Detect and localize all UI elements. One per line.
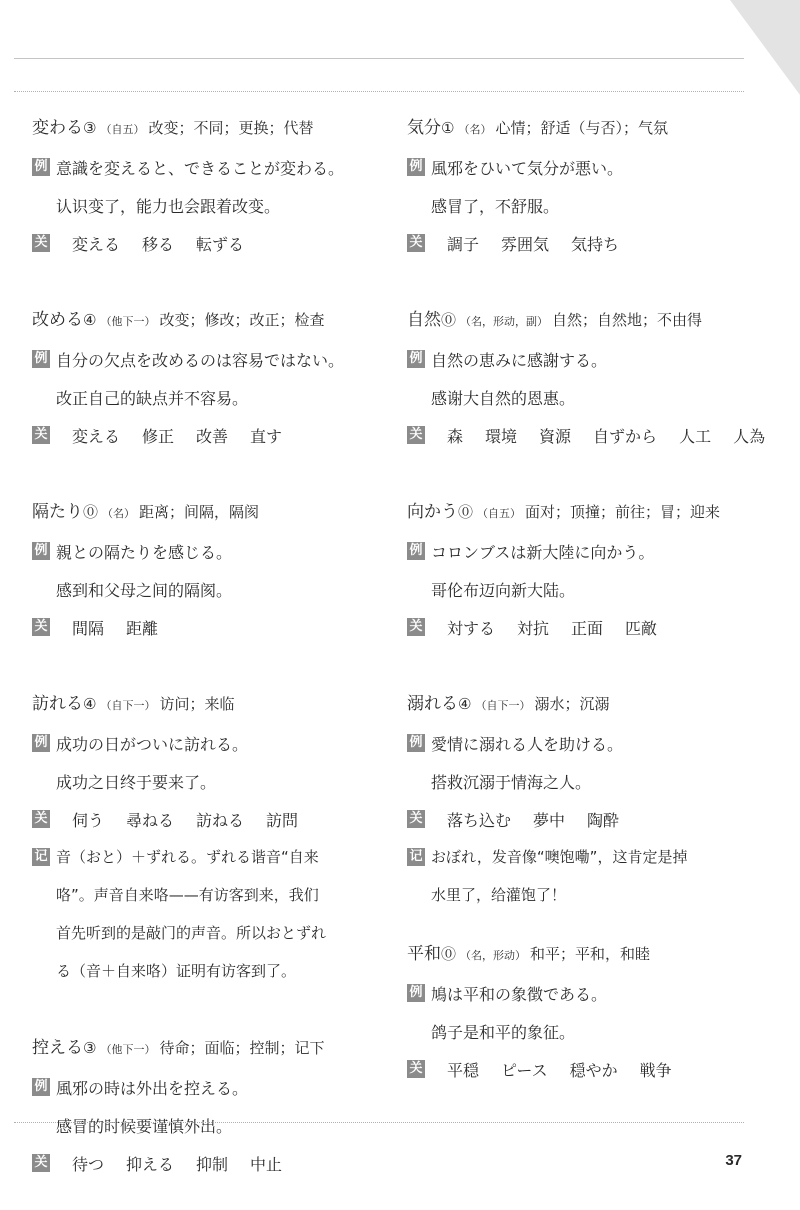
example-row <box>32 724 392 762</box>
related-row <box>407 608 767 646</box>
related-word: 気持ち <box>571 234 620 254</box>
related-word: 改善 <box>196 426 229 446</box>
meaning: 和平；平和，和睦 <box>530 945 651 963</box>
related-badge-icon: 关 <box>32 1154 50 1172</box>
meaning: 待命；面临；控制；记下 <box>159 1039 325 1057</box>
part-of-speech: （自下一） <box>475 699 531 712</box>
accent-number: ④ <box>83 695 97 713</box>
example-row <box>407 340 767 378</box>
example-sentence: 風邪の時は外出を控える。 <box>56 1078 249 1098</box>
headword: 自然 <box>407 310 441 330</box>
related-badge-icon: 关 <box>407 618 425 636</box>
related-word: 匹敵 <box>625 618 658 638</box>
related-word: 落ち込む <box>447 810 512 830</box>
related-row <box>32 800 392 838</box>
translation: 感冒的时候要谨慎外出。 <box>56 1116 233 1136</box>
entry-otozureru <box>32 690 392 990</box>
related-badge-icon: 关 <box>407 810 425 828</box>
example-row <box>407 974 767 1012</box>
headword-line <box>32 1034 392 1068</box>
related-badge-icon: 关 <box>32 234 50 252</box>
entry-kawaru <box>32 114 392 262</box>
example-row <box>407 724 767 762</box>
related-word: 訪問 <box>266 810 299 830</box>
related-row <box>32 224 392 262</box>
related-word: 移る <box>142 234 175 254</box>
example-row <box>32 340 392 378</box>
related-word: 平穏 <box>447 1060 480 1080</box>
page-corner-fold <box>730 0 800 95</box>
related-word: 転ずる <box>196 234 245 254</box>
memo-line: る（音＋自来咯）证明有访客到了。 <box>56 962 297 980</box>
memo-line: 咯”。声音自来咯——有访客到来，我们 <box>56 886 319 904</box>
meaning: 距离；间隔，隔阂 <box>139 503 260 521</box>
related-word: 雰囲気 <box>501 234 550 254</box>
translation: 哥伦布迈向新大陆。 <box>431 580 576 600</box>
related-word: 森 <box>447 426 464 446</box>
example-badge-icon: 例 <box>407 158 425 176</box>
entry-kibun <box>407 114 767 262</box>
example-badge-icon: 例 <box>32 1078 50 1096</box>
headword: 向かう <box>407 502 458 522</box>
example-sentence: 風邪をひいて気分が悪い。 <box>431 158 624 178</box>
headword-line <box>32 498 392 532</box>
memo-block <box>32 838 392 990</box>
related-word: 自ずから <box>593 426 658 446</box>
related-badge-icon: 关 <box>32 426 50 444</box>
related-word: 抑える <box>126 1154 175 1174</box>
headword: 訪れる <box>32 694 83 714</box>
translation: 鸽子是和平的象征。 <box>431 1022 576 1042</box>
headword: 溺れる <box>407 694 458 714</box>
related-word: 対抗 <box>517 618 550 638</box>
example-badge-icon: 例 <box>32 734 50 752</box>
example-row <box>32 532 392 570</box>
related-word: 中止 <box>250 1154 283 1174</box>
accent-number: ⓪ <box>458 503 474 521</box>
related-row <box>407 1050 767 1088</box>
example-badge-icon: 例 <box>32 350 50 368</box>
meaning: 自然；自然地；不由得 <box>552 311 703 329</box>
accent-number: ③ <box>83 119 97 137</box>
related-word: 調子 <box>447 234 480 254</box>
related-word: 夢中 <box>533 810 566 830</box>
headword-line <box>407 690 767 724</box>
memo-line: おぼれ，发音像“噢饱嘞”，这肯定是掉 <box>431 848 688 866</box>
related-badge-icon: 关 <box>32 810 50 828</box>
example-sentence: 成功の日がついに訪れる。 <box>56 734 249 754</box>
related-row <box>407 224 767 262</box>
headword: 気分 <box>407 118 441 138</box>
entry-mukau <box>407 498 767 646</box>
accent-number: ① <box>441 119 455 137</box>
accent-number: ④ <box>458 695 472 713</box>
related-word: 変える <box>72 234 121 254</box>
part-of-speech: （名） <box>102 507 136 520</box>
headword: 改める <box>32 310 83 330</box>
accent-number: ③ <box>83 1039 97 1057</box>
example-sentence: 意識を変えると、できることが変わる。 <box>56 158 345 178</box>
related-word: 人為 <box>733 426 766 446</box>
entry-hedatari <box>32 498 392 646</box>
headword-line <box>407 940 767 974</box>
memo-block <box>407 838 767 914</box>
translation: 成功之日终于要来了。 <box>56 772 217 792</box>
accent-number: ⓪ <box>441 945 457 963</box>
related-word: 人工 <box>679 426 712 446</box>
footer-divider <box>14 1122 744 1123</box>
translation: 改正自己的缺点并不容易。 <box>56 388 249 408</box>
translation: 认识变了，能力也会跟着改变。 <box>56 196 281 216</box>
memo-line: 首先听到的是敲门的声音。所以おとずれ <box>56 924 327 942</box>
related-word: 正面 <box>571 618 604 638</box>
related-row <box>32 608 392 646</box>
part-of-speech: （他下一） <box>100 1043 156 1056</box>
meaning: 访问；来临 <box>159 695 235 713</box>
page-number: 37 <box>725 1152 742 1169</box>
related-badge-icon: 关 <box>407 426 425 444</box>
memo-line: 水里了，给灌饱了！ <box>431 886 567 904</box>
translation: 感到和父母之间的隔阂。 <box>56 580 233 600</box>
headword-line <box>32 306 392 340</box>
related-word: 待つ <box>72 1154 105 1174</box>
meaning: 溺水；沉溺 <box>534 695 610 713</box>
example-sentence: 鳩は平和の象徴である。 <box>431 984 608 1004</box>
related-word: 修正 <box>142 426 175 446</box>
related-word: 変える <box>72 426 121 446</box>
headword-line <box>407 498 767 532</box>
header-divider <box>14 91 744 92</box>
part-of-speech: （他下一） <box>100 315 156 328</box>
example-sentence: 自分の欠点を改めるのは容易ではない。 <box>56 350 345 370</box>
translation: 搭救沉溺于情海之人。 <box>431 772 592 792</box>
related-word: 訪ねる <box>196 810 245 830</box>
entry-hikaeru <box>32 1034 392 1182</box>
headword: 平和 <box>407 944 441 964</box>
part-of-speech: （自下一） <box>100 699 156 712</box>
entry-oboreru <box>407 690 767 914</box>
related-word: 対する <box>447 618 496 638</box>
part-of-speech: （名） <box>458 123 492 136</box>
top-rule <box>14 58 744 59</box>
entry-shizen <box>407 306 767 454</box>
related-word: 陶酔 <box>587 810 620 830</box>
example-badge-icon: 例 <box>407 734 425 752</box>
related-word: 抑制 <box>196 1154 229 1174</box>
related-badge-icon: 关 <box>407 234 425 252</box>
part-of-speech: （名，形动） <box>460 949 527 962</box>
headword-line <box>407 114 767 148</box>
memo-line: 音（おと）＋ずれる。ずれる谐音“自来 <box>56 848 319 866</box>
example-row <box>407 532 767 570</box>
related-word: 直す <box>250 426 283 446</box>
memo-badge-icon: 记 <box>407 848 425 866</box>
part-of-speech: （自五） <box>100 123 145 136</box>
headword-line <box>407 306 767 340</box>
headword: 隔たり <box>32 502 83 522</box>
related-word: 距離 <box>126 618 159 638</box>
example-badge-icon: 例 <box>407 984 425 1002</box>
example-sentence: 親との隔たりを感じる。 <box>56 542 233 562</box>
example-sentence: 愛情に溺れる人を助ける。 <box>431 734 624 754</box>
related-badge-icon: 关 <box>32 618 50 636</box>
entry-aratameru <box>32 306 392 454</box>
headword: 変わる <box>32 118 83 138</box>
left-column <box>32 104 392 1174</box>
accent-number: ④ <box>83 311 97 329</box>
meaning: 改变；不同；更换；代替 <box>148 119 314 137</box>
related-word: ピース <box>501 1060 548 1080</box>
headword-line <box>32 690 392 724</box>
related-word: 環境 <box>485 426 518 446</box>
meaning: 改变；修改；改正；检查 <box>159 311 325 329</box>
meaning: 面对；顶撞；前往；冒；迎来 <box>525 503 721 521</box>
headword-line <box>32 114 392 148</box>
translation: 感谢大自然的恩惠。 <box>431 388 576 408</box>
related-row <box>32 416 392 454</box>
related-row <box>407 416 767 454</box>
headword: 控える <box>32 1038 83 1058</box>
part-of-speech: （名，形动，副） <box>460 315 549 328</box>
translation: 感冒了，不舒服。 <box>431 196 560 216</box>
example-badge-icon: 例 <box>407 350 425 368</box>
related-word: 尋ねる <box>126 810 175 830</box>
related-row <box>32 1144 392 1182</box>
example-badge-icon: 例 <box>32 542 50 560</box>
related-word: 間隔 <box>72 618 105 638</box>
related-word: 資源 <box>539 426 572 446</box>
related-badge-icon: 关 <box>407 1060 425 1078</box>
example-row <box>407 148 767 186</box>
related-row <box>407 800 767 838</box>
example-sentence: 自然の恵みに感謝する。 <box>431 350 608 370</box>
example-sentence: コロンブスは新大陸に向かう。 <box>431 542 655 562</box>
memo-badge-icon: 记 <box>32 848 50 866</box>
related-word: 戦争 <box>639 1060 672 1080</box>
entry-heiwa <box>407 940 767 1088</box>
related-word: 伺う <box>72 810 105 830</box>
meaning: 心情；舒适（与否）；气氛 <box>495 119 668 137</box>
related-word: 穏やか <box>569 1060 618 1080</box>
part-of-speech: （自五） <box>477 507 522 520</box>
right-column <box>407 104 767 1080</box>
example-badge-icon: 例 <box>407 542 425 560</box>
example-row <box>32 148 392 186</box>
accent-number: ⓪ <box>83 503 99 521</box>
accent-number: ⓪ <box>441 311 457 329</box>
example-badge-icon: 例 <box>32 158 50 176</box>
example-row <box>32 1068 392 1106</box>
